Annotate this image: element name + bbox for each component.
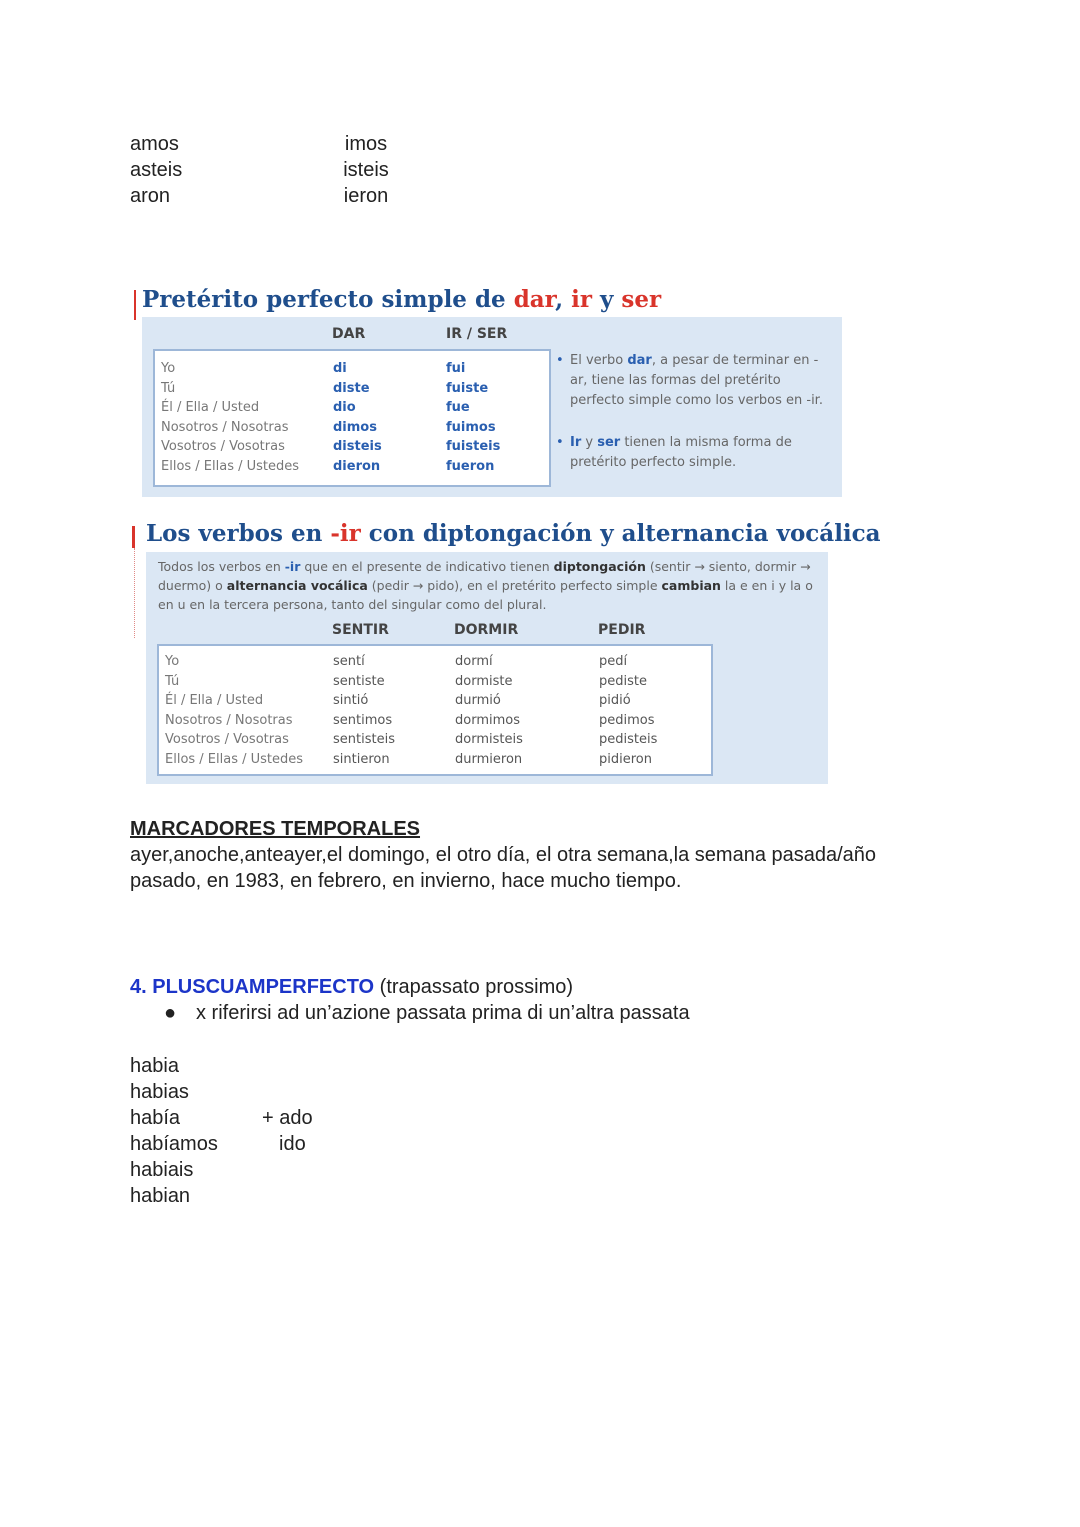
verb-form: fuisteis — [446, 439, 501, 454]
box1-pronouns — [161, 359, 299, 476]
verb-form: sentí — [333, 654, 365, 669]
pronoun: Nosotros / Nosotras — [161, 419, 289, 435]
red-marker — [134, 290, 136, 320]
verb-form: dormisteis — [455, 732, 523, 747]
dar-forms — [333, 359, 382, 476]
verb-form: fui — [446, 361, 466, 376]
verb-form: dormiste — [455, 673, 513, 689]
bullet-icon: • — [556, 353, 564, 368]
bullet-icon: ● — [164, 1002, 177, 1024]
irser-forms — [446, 359, 500, 476]
endings-ar-list — [130, 131, 182, 209]
verb-form: sentisteis — [333, 732, 395, 747]
box1-panel — [142, 317, 842, 497]
marcadores-line-1: ayer,anoche,anteayer,el domingo, el otro día, el otra semana,la semana pasada/año — [130, 844, 877, 866]
ending-ar-2: asteis — [130, 159, 183, 181]
box1-title: Pretérito perfecto simple de dar, ir y ser — [142, 286, 662, 313]
box1-note-2: • Ir y ser tienen la misma forma de pretérito perfecto simple. — [556, 435, 792, 470]
verb-form: fuimos — [446, 419, 496, 435]
box2-title: Los verbos en -ir con diptongación y alternancia vocálica — [146, 520, 881, 547]
bullet-icon: • — [556, 435, 564, 450]
verb-form: durmieron — [455, 751, 523, 767]
ending-ir-1: imos — [344, 133, 388, 155]
verb-form: diste — [333, 380, 370, 396]
pronoun: Ellos / Ellas / Ustedes — [161, 458, 300, 474]
dormir-forms — [455, 652, 523, 769]
endings-ir-list — [342, 131, 390, 209]
box2-panel — [146, 552, 828, 784]
aux-form: habiais — [130, 1159, 194, 1181]
marcadores-heading: MARCADORES TEMPORALES — [130, 818, 421, 840]
box2-intro: Todos los verbos en -ir que en el presente de indicativo tienen diptongación (sentir → siento, dormir → duermo) o alternancia vocálica (pedir → pido), en el pretérito perfecto simple cambian la e en i y la o en u en la tercera persona, tanto del singular como del plural. — [158, 559, 813, 612]
ending-ir-3: ieron — [343, 185, 389, 207]
col-header-dormir: DORMIR — [454, 622, 519, 638]
pronoun: Tú — [165, 673, 180, 689]
box-dar-ir-ser — [134, 282, 844, 498]
box2-pronouns — [165, 652, 303, 769]
pedir-forms — [599, 652, 657, 769]
verb-form: fueron — [446, 458, 495, 474]
sentir-forms — [333, 652, 395, 769]
col-header-sentir: SENTIR — [332, 622, 389, 638]
verb-form: sintieron — [333, 751, 390, 767]
pronoun: Vosotros / Vosotras — [161, 439, 285, 454]
plusc-ending-ado: + ado — [262, 1107, 313, 1129]
aux-form: habia — [130, 1055, 179, 1077]
ending-ar-1: amos — [130, 133, 179, 155]
pronoun: Vosotros / Vosotras — [165, 732, 289, 747]
box-ir-diptongacion — [130, 518, 881, 786]
plusc-heading: 4. PLUSCUAMPERFECTO (trapassato prossimo) — [130, 976, 574, 998]
plusc-bullet-item: ● x riferirsi ad un’azione passata prima di un’altra passata — [164, 1002, 690, 1024]
col-header-irser: IR / SER — [446, 326, 508, 342]
box1-table — [153, 349, 551, 487]
verb-form: disteis — [333, 439, 382, 454]
verb-form: durmió — [455, 693, 501, 708]
verb-form: sentiste — [333, 673, 385, 689]
verb-form: pediste — [599, 673, 647, 689]
verb-form: pedimos — [599, 712, 655, 728]
box1-note-1: • El verbo dar, a pesar de terminar en -ar, tiene las formas del pretérito perfecto simple como los verbos en -ir. — [556, 353, 823, 408]
plusc-ending-ido: ido — [279, 1133, 306, 1155]
pronoun: Nosotros / Nosotras — [165, 712, 293, 728]
red-marker — [132, 526, 135, 548]
verb-form: pidieron — [599, 751, 652, 767]
marcadores-line-2: pasado, en 1983, en febrero, en invierno, hace mucho tiempo. — [130, 870, 682, 892]
aux-form: había — [130, 1107, 181, 1129]
ending-ar-3: aron — [130, 185, 171, 207]
ending-ir-2: isteis — [343, 159, 389, 181]
dotted-margin — [134, 548, 135, 638]
box2-table — [157, 644, 713, 776]
aux-form: habian — [130, 1185, 191, 1207]
verb-form: sintió — [333, 693, 369, 708]
pronoun: Yo — [165, 654, 180, 669]
verb-form: fue — [446, 400, 470, 415]
pronoun: Tú — [161, 380, 176, 396]
pronoun: Él / Ella / Usted — [161, 400, 260, 415]
pronoun: Yo — [161, 361, 176, 376]
verb-form: dormimos — [455, 712, 520, 728]
plusc-aux-list — [130, 1053, 218, 1209]
verb-form: fuiste — [446, 380, 489, 396]
verb-form: dimos — [333, 419, 377, 435]
verb-form: di — [333, 361, 347, 376]
verb-form: dieron — [333, 458, 381, 474]
verb-form: pedisteis — [599, 732, 658, 747]
verb-form: pidió — [599, 693, 631, 708]
col-header-dar: DAR — [332, 326, 366, 342]
aux-form: habias — [130, 1081, 189, 1103]
verb-form: sentimos — [333, 712, 393, 728]
verb-form: dio — [333, 400, 356, 415]
aux-form: habíamos — [130, 1133, 218, 1155]
pronoun: Él / Ella / Usted — [165, 693, 264, 708]
verb-form: dormí — [455, 654, 493, 669]
col-header-pedir: PEDIR — [598, 622, 646, 638]
verb-form: pedí — [599, 654, 628, 669]
pronoun: Ellos / Ellas / Ustedes — [165, 751, 304, 767]
